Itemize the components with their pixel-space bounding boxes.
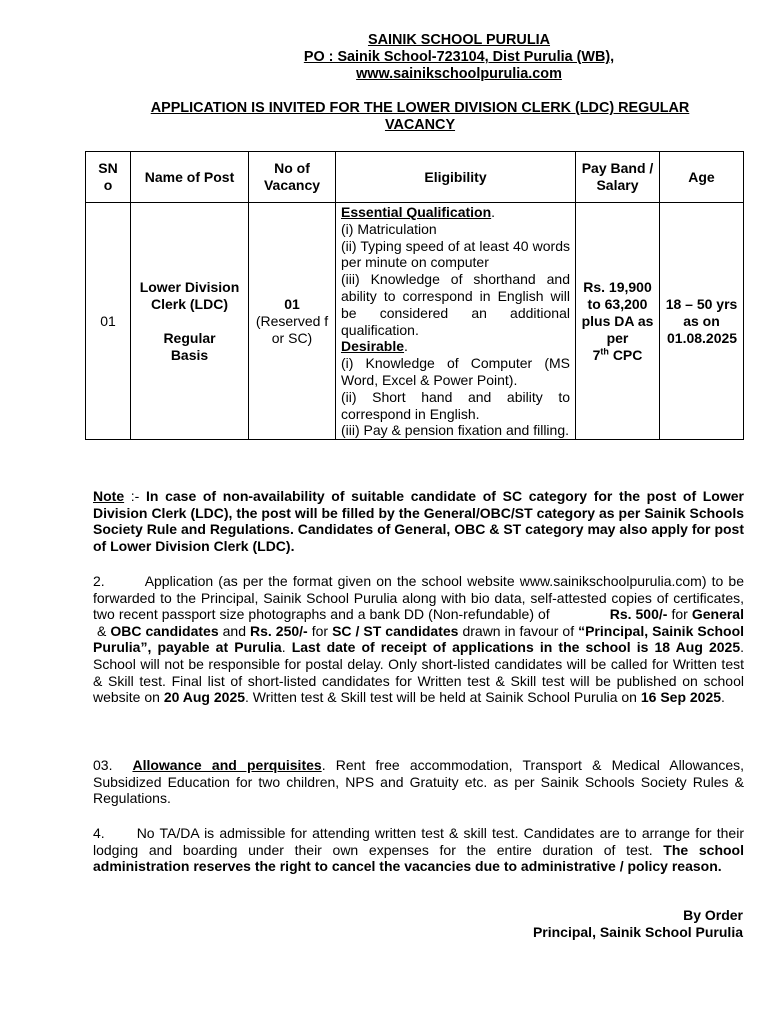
para2-number: 2.	[93, 573, 105, 589]
school-name: SAINIK SCHOOL PURULIA	[367, 32, 551, 48]
essential-item: (i) Matriculation	[341, 220, 437, 237]
post-name: Lower Division Clerk (LDC)	[139, 278, 240, 312]
document-header	[0, 32, 768, 83]
post-basis: Regular Basis	[163, 329, 216, 363]
allowance-heading: Allowance and perquisites	[132, 757, 322, 773]
cell-pay	[576, 203, 660, 440]
desirable-heading: Desirable	[341, 338, 405, 355]
paragraph-2: 2. Application (as per the format given on the school website www.sainikschoolpurulia.com) to be forwarded to the Principal, Sainik School Purulia along with bio data, self-attested copies of certificates, two recent passport size photographs and a bank DD (Non-refundable) of Rs. 500/- for General & OBC candidates and Rs. 250/- for SC / ST candidates drawn in favour of “Principal, Sainik School Purulia”, payable at Purulia. Last date of receipt of applications in the school is 18 Aug 2025. School will not be responsible for postal delay. Only short-listed candidates will be called for Written test & Skill test. Final list of short-listed candidates for Written test & Skill test will be published on school website on 20 Aug 2025. Written test & Skill test will be held at Sainik School Purulia on 16 Sep 2025.	[93, 573, 745, 706]
essential-item: (iii) Knowledge of shorthand and ability to correspond in English will be considered an additional qualification.	[341, 271, 570, 338]
age-range: 18 – 50 yrs	[665, 295, 738, 312]
paragraph-4: 4. No TA/DA is admissible for attending written test & skill test. Candidates are to arrange for their lodging and boarding under their own expenses for the entire duration of test. The school administration reserves the right to cancel the vacancies due to administrative / policy reason.	[93, 825, 745, 875]
header-pay: Pay Band / Salary	[576, 152, 660, 203]
vacancy-count: 01	[284, 295, 300, 312]
note-label: Note	[93, 488, 125, 504]
pay-cpc: 7th CPC	[592, 345, 643, 363]
school-website: www.sainikschoolpurulia.com	[356, 66, 562, 82]
cell-sno: 01	[86, 203, 131, 440]
para3-number: 03.	[93, 757, 113, 773]
para4-number: 4.	[93, 825, 105, 841]
vacancy-reservation: (Reserved for SC)	[255, 312, 329, 346]
signatory: Principal, Sainik School Purulia	[532, 924, 743, 940]
header-vacancy: No of Vacancy	[249, 152, 336, 203]
desirable-item: (iii) Pay & pension fixation and filling.	[341, 422, 570, 439]
essential-heading: Essential Qualification	[341, 204, 492, 220]
header-post: Name of Post	[131, 152, 249, 203]
header-eligibility: Eligibility	[336, 152, 576, 203]
table-header-row	[86, 152, 744, 203]
cell-eligibility: Essential Qualification. (i) Matriculation (ii) Typing speed of at least 40 words per minute on computer (iii) Knowledge of shorthand and ability to correspond in English will be considered an additional qualification. Desirable. (i) Knowledge of Computer (MS Word, Excel & Power Point). (ii) Short hand and ability to correspond in English. (iii) Pay & pension fixation and filling.	[336, 203, 576, 440]
note-paragraph: Note :- In case of non-availability of suitable candidate of SC category for the post of Lower Division Clerk (LDC), the post will be filled by the General/OBC/ST category as per Sainik Schools Society Rule and Regulations. Candidates of General, OBC & ST category may also apply for post of Lower Division Clerk (LDC).	[93, 488, 744, 554]
table-row	[86, 203, 744, 440]
header-age: Age	[660, 152, 744, 203]
school-address: PO : Sainik School-723104, Dist Purulia (WB),	[303, 49, 615, 65]
signature-block	[533, 907, 743, 941]
cell-post	[131, 203, 249, 440]
cell-age	[660, 203, 744, 440]
essential-item: (ii) Typing speed of at least 40 words per minute on computer	[341, 237, 570, 271]
note-text: In case of non-availability of suitable candidate of SC category for the post of Lower Division Clerk (LDC), the post will be filled by the General/OBC/ST category as per Sainik Schools Society Rule and Regulations. Candidates of General, OBC & ST category may also apply for post of Lower Division Clerk (LDC).	[93, 488, 744, 554]
vacancy-table	[85, 151, 744, 440]
age-as-on: as on 01.08.2025	[667, 312, 738, 346]
header-sno: SNo	[86, 152, 131, 203]
by-order: By Order	[683, 907, 743, 923]
advertisement-title: APPLICATION IS INVITED FOR THE LOWER DIVISION CLERK (LDC) REGULAR VACANCY	[150, 100, 690, 133]
cell-vacancy	[249, 203, 336, 440]
paragraph-3: 03. Allowance and perquisites. Rent free accommodation, Transport & Medical Allowances, Subsidized Education for two children, NPS and Gratuity etc. as per Sainik Schools Society Rules & Regulations.	[93, 757, 744, 807]
desirable-item: (ii) Short hand and ability to correspond in English.	[341, 388, 570, 422]
desirable-item: (i) Knowledge of Computer (MS Word, Excel & Power Point).	[341, 355, 570, 388]
pay-range: Rs. 19,900 to 63,200 plus DA as per	[581, 278, 654, 346]
